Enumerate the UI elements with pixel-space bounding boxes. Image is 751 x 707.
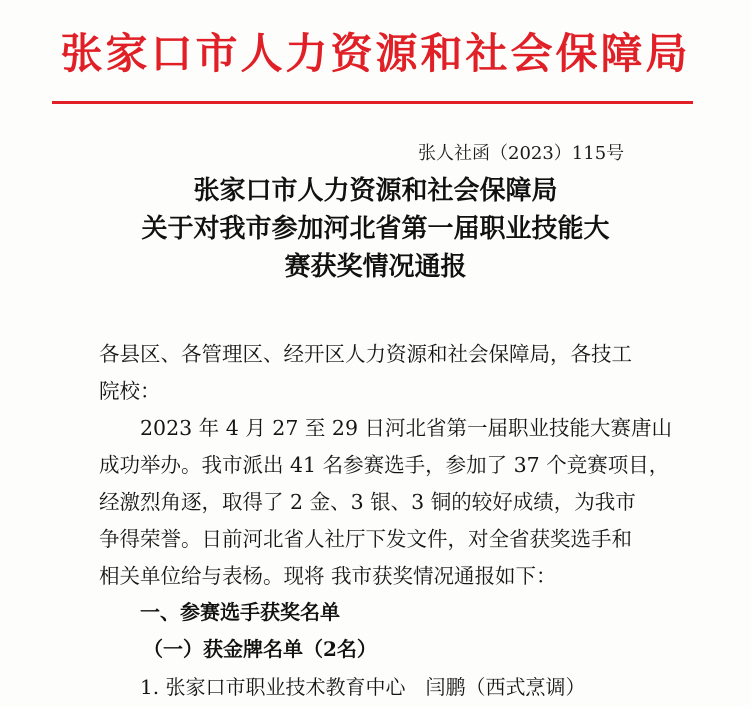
subsection-heading: （一）获金牌名单（2名） [143, 637, 377, 661]
body-paragraph-line-3: 经激烈角逐，取得了 2 金、3 银、3 铜的较好成绩，为我市 [99, 490, 636, 514]
masthead-red-rule [52, 101, 693, 104]
list-item: 1. 张家口市职业技术教育中心 闫鹏（西式烹调） [140, 675, 586, 699]
document-title-line-1: 张家口市人力资源和社会保障局 [193, 176, 558, 206]
masthead-title: 张家口市人力资源和社会保障局 [60, 29, 691, 78]
body-paragraph-line-5: 相关单位给与表杨。现将 我市获奖情况通报如下： [99, 564, 557, 588]
document-title-line-3: 赛获奖情况通报 [284, 252, 467, 282]
body-paragraph-line-1: 2023 年 4 月 27 至 29 日河北省第一届职业技能大赛唐山 [140, 416, 672, 440]
salutation-line-1: 各县区、各管理区、经开区人力资源和社会保障局，各技工 [99, 342, 632, 366]
body-paragraph-line-4: 争得荣誉。日前河北省人社厅下发文件，对全省获奖选手和 [99, 527, 632, 551]
body-paragraph-line-2: 成功举办。我市派出 41 名参赛选手，参加了 37 个竞赛项目， [99, 453, 670, 477]
section-heading: 一、参赛选手获奖名单 [140, 600, 340, 624]
document-number: 张人社函（2023）115号 [418, 143, 625, 164]
document-title-line-2: 关于对我市参加河北省第一届职业技能大 [141, 214, 610, 244]
salutation-line-2: 院校： [99, 379, 161, 403]
